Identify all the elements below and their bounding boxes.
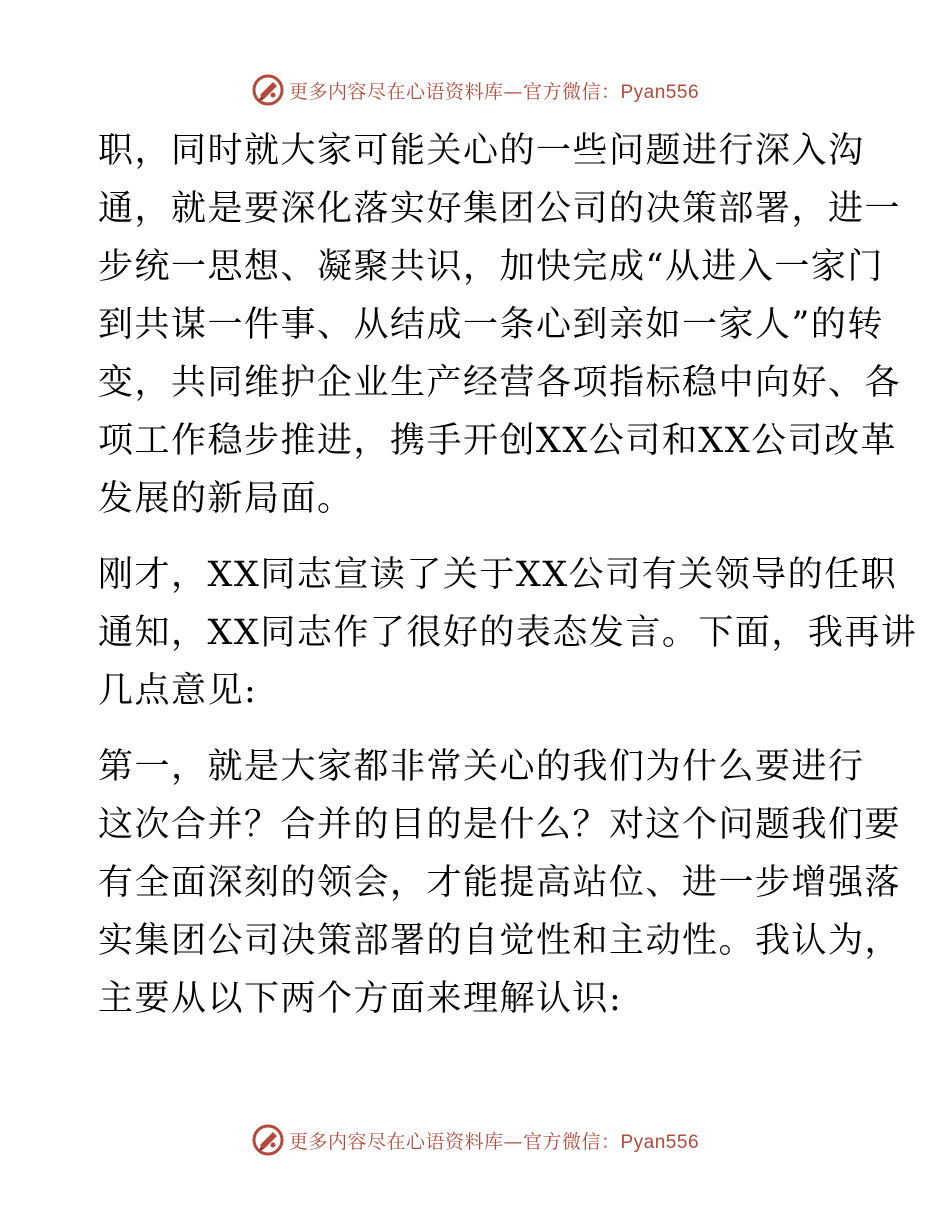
text-line: 实集团公司决策部署的自觉性和主动性。我认为， bbox=[98, 921, 902, 961]
header-banner-text bbox=[289, 77, 699, 104]
header-site-name: 更多内容尽在心语资料库 bbox=[288, 80, 504, 103]
footer-site-name: 更多内容尽在心语资料库 bbox=[288, 1130, 504, 1153]
paragraph-gap bbox=[98, 720, 858, 738]
paragraph-gap bbox=[98, 528, 858, 546]
text-line: 到共谋一件事、从结成一条心到亲如一家人”的转 bbox=[98, 305, 884, 345]
text-line: 几点意见: bbox=[98, 671, 258, 711]
brand-logo-icon bbox=[251, 73, 285, 107]
paragraph-3 bbox=[98, 738, 902, 1028]
text-line: 项工作稳步推进，携手开创XX公司和XX公司改革 bbox=[98, 421, 898, 461]
footer-watermark-banner bbox=[0, 1120, 950, 1160]
footer-banner-text bbox=[289, 1127, 699, 1154]
header-dash: — bbox=[503, 80, 523, 103]
text-line: 职，同时就大家可能关心的一些问题进行深入沟 bbox=[98, 131, 865, 171]
text-line: 主要从以下两个方面来理解认识: bbox=[98, 979, 623, 1019]
document-body bbox=[98, 122, 918, 1028]
header-watermark-banner bbox=[0, 70, 950, 110]
footer-wechat-account: Pyan556 bbox=[620, 1131, 700, 1153]
text-line: 步统一思想、凝聚共识，加快完成“从进入一家门 bbox=[98, 247, 884, 287]
text-line: 刚才，XX同志宣读了关于XX公司有关领导的任职 bbox=[98, 555, 898, 595]
text-line: 第一，就是大家都非常关心的我们为什么要进行 bbox=[98, 747, 865, 787]
text-line: 这次合并？合并的目的是什么？对这个问题我们要 bbox=[98, 805, 902, 845]
text-line: 有全面深刻的领会，才能提高站位、进一步增强落 bbox=[98, 863, 902, 903]
text-line: 发展的新局面。 bbox=[98, 479, 354, 519]
text-line: 通知，XX同志作了很好的表态发言。下面，我再讲 bbox=[98, 613, 918, 653]
paragraph-2 bbox=[98, 546, 918, 720]
brand-logo-icon bbox=[251, 1123, 285, 1157]
text-line: 变，共同维护企业生产经营各项指标稳中向好、各 bbox=[98, 363, 902, 403]
paragraph-1 bbox=[98, 122, 902, 528]
footer-dash: — bbox=[503, 1130, 523, 1153]
text-line: 通，就是要深化落实好集团公司的决策部署，进一 bbox=[98, 189, 902, 229]
header-wechat-account: Pyan556 bbox=[620, 81, 700, 103]
footer-wechat-label: 官方微信： bbox=[522, 1130, 621, 1153]
header-wechat-label: 官方微信： bbox=[522, 80, 621, 103]
